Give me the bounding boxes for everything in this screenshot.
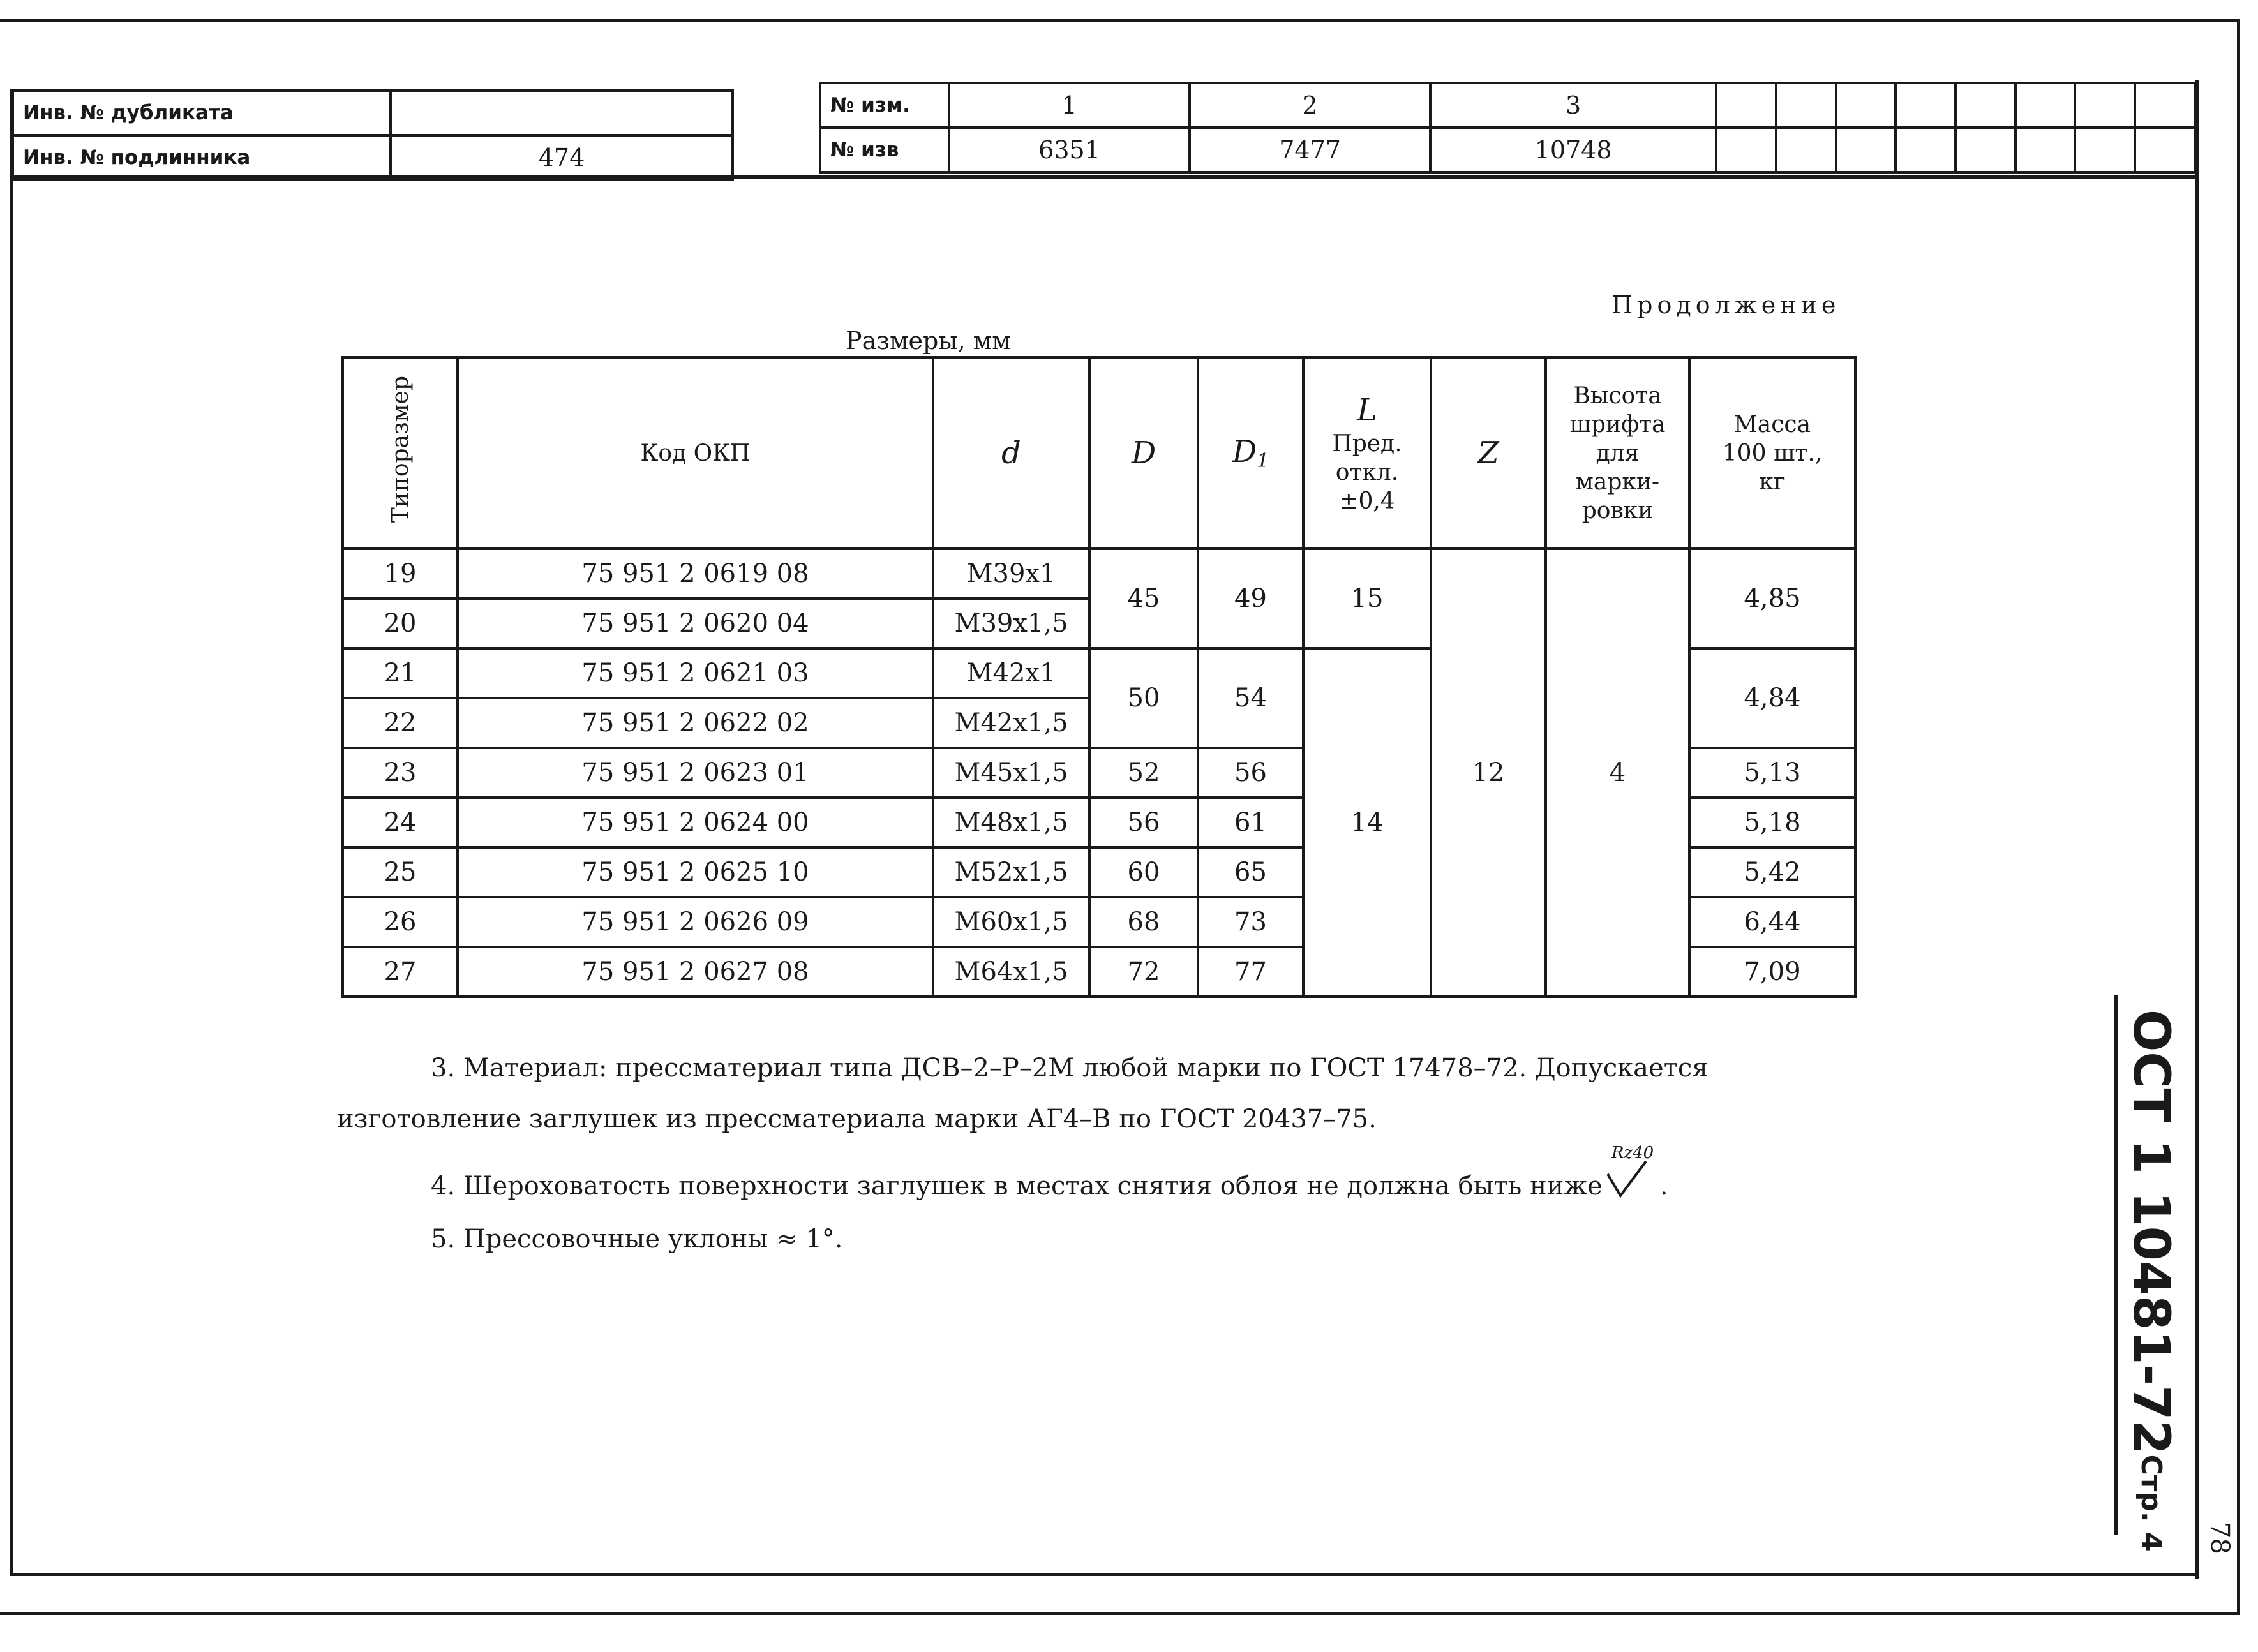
change-label: № изм. <box>820 83 949 128</box>
col-D1-header: $D_1$ <box>1198 357 1303 549</box>
col-L-header: L Пред. откл. ±0,4 <box>1303 357 1431 549</box>
Z-cell: 12 <box>1431 549 1546 997</box>
roughness-symbol <box>1603 1143 1660 1198</box>
mass-cell: 5,13 <box>1689 748 1855 798</box>
dup-label: Инв. № дубликата <box>13 91 391 135</box>
notice-cell <box>1955 128 2015 172</box>
D-cell: 56 <box>1089 798 1198 847</box>
size-cell: 23 <box>343 748 458 798</box>
size-cell: 25 <box>343 847 458 897</box>
D1-cell: 73 <box>1198 897 1303 947</box>
page-label: Стр. 4 <box>2135 1454 2167 1552</box>
size-cell: 19 <box>343 549 458 599</box>
d-cell: М45х1,5 <box>933 748 1089 798</box>
D-cell: 68 <box>1089 897 1198 947</box>
size-cell: 27 <box>343 947 458 997</box>
code-cell: 75 951 2 0622 02 <box>458 698 933 748</box>
D-cell: 50 <box>1089 648 1198 748</box>
note-3-line-2: изготовление заглушек из прессматериала марки АГ4–В по ГОСТ 20437–75. <box>337 1105 1377 1134</box>
code-cell: 75 951 2 0619 08 <box>458 549 933 599</box>
d-cell: М42х1,5 <box>933 698 1089 748</box>
col-code-header: Код ОКП <box>458 357 933 549</box>
standard-designation <box>2122 1009 2179 1552</box>
col-Z-header: Z <box>1431 357 1546 549</box>
code-cell: 75 951 2 0621 03 <box>458 648 933 698</box>
d-cell: М60х1,5 <box>933 897 1089 947</box>
notice-cell: 10748 <box>1430 128 1716 172</box>
note-4 <box>431 1143 1668 1202</box>
col-size-header: Типоразмер <box>343 357 458 549</box>
mass-cell: 4,85 <box>1689 549 1855 648</box>
notice-cell <box>2135 128 2195 172</box>
col-font-header: Высота шрифта для марки- ровки <box>1546 357 1689 549</box>
size-cell: 22 <box>343 698 458 748</box>
table-caption: Размеры, мм <box>846 327 1011 355</box>
code-cell: 75 951 2 0624 00 <box>458 798 933 847</box>
change-cell <box>2015 83 2075 128</box>
notice-cell: 6351 <box>949 128 1190 172</box>
change-cell: 1 <box>949 83 1190 128</box>
change-cell <box>1776 83 1836 128</box>
code-cell: 75 951 2 0620 04 <box>458 599 933 648</box>
d-cell: М39х1 <box>933 549 1089 599</box>
change-cell <box>1836 83 1896 128</box>
frame-top <box>0 19 2240 22</box>
continuation-label: Продолжение <box>1611 291 1841 319</box>
D1-cell: 54 <box>1198 648 1303 748</box>
orig-label: Инв. № подлинника <box>13 135 391 180</box>
D-cell: 45 <box>1089 549 1198 648</box>
L-cell: 15 <box>1303 549 1431 648</box>
col-mass-header: Масса 100 шт., кг <box>1689 357 1855 549</box>
change-cell: 3 <box>1430 83 1716 128</box>
sheet-number: 78 <box>2205 1522 2234 1554</box>
mass-cell: 5,18 <box>1689 798 1855 847</box>
D1-cell: 49 <box>1198 549 1303 648</box>
frame-inner-right <box>2195 80 2199 1579</box>
frame-inner-left <box>10 89 13 1576</box>
change-cell: 2 <box>1190 83 1430 128</box>
mass-cell: 5,42 <box>1689 847 1855 897</box>
note-5: 5. Прессовочные уклоны ≈ 1°. <box>431 1224 843 1254</box>
change-cell <box>1895 83 1955 128</box>
mass-cell: 7,09 <box>1689 947 1855 997</box>
notice-cell <box>1716 128 1776 172</box>
dup-value <box>391 91 733 135</box>
notice-cell <box>1776 128 1836 172</box>
change-cell <box>2075 83 2135 128</box>
D1-cell: 56 <box>1198 748 1303 798</box>
D1-cell: 77 <box>1198 947 1303 997</box>
size-cell: 21 <box>343 648 458 698</box>
inventory-block <box>11 89 734 181</box>
d-cell: М52х1,5 <box>933 847 1089 897</box>
orig-value: 474 <box>391 135 733 180</box>
notice-cell: 7477 <box>1190 128 1430 172</box>
D1-cell: 65 <box>1198 847 1303 897</box>
mass-cell: 4,84 <box>1689 648 1855 748</box>
roughness-check-icon <box>1603 1160 1660 1198</box>
standard-number: ОСТ 1 10481-72 <box>2122 1009 2179 1455</box>
size-cell: 26 <box>343 897 458 947</box>
code-cell: 75 951 2 0626 09 <box>458 897 933 947</box>
change-cell <box>1716 83 1776 128</box>
d-cell: М42х1 <box>933 648 1089 698</box>
notice-cell <box>1895 128 1955 172</box>
sidebar-rule <box>2114 995 2118 1535</box>
code-cell: 75 951 2 0623 01 <box>458 748 933 798</box>
code-cell: 75 951 2 0627 08 <box>458 947 933 997</box>
font-height-cell: 4 <box>1546 549 1689 997</box>
change-cell <box>1955 83 2015 128</box>
d-cell: М48х1,5 <box>933 798 1089 847</box>
D-cell: 60 <box>1089 847 1198 897</box>
notice-cell <box>1836 128 1896 172</box>
notice-cell <box>2015 128 2075 172</box>
roughness-value: Rz40 <box>1611 1143 1654 1163</box>
size-cell: 24 <box>343 798 458 847</box>
frame-inner-bottom <box>10 1573 2199 1576</box>
note-4-end: . <box>1659 1172 1668 1201</box>
dimensions-table <box>341 356 1857 998</box>
note-4-text: 4. Шероховатость поверхности заглушек в местах снятия облоя не должна быть ниже <box>431 1172 1603 1201</box>
D1-cell: 61 <box>1198 798 1303 847</box>
d-cell: М64х1,5 <box>933 947 1089 997</box>
col-D-header: D <box>1089 357 1198 549</box>
col-d-header: d <box>933 357 1089 549</box>
frame-right-outer <box>2237 19 2240 1614</box>
change-cell <box>2135 83 2195 128</box>
frame-bottom <box>0 1612 2240 1615</box>
D-cell: 52 <box>1089 748 1198 798</box>
size-cell: 20 <box>343 599 458 648</box>
table-row <box>343 549 1855 599</box>
note-3-line-1: 3. Материал: прессматериал типа ДСВ–2–Р–2М любой марки по ГОСТ 17478–72. Допускается <box>431 1053 1708 1083</box>
notice-label: № изв <box>820 128 949 172</box>
D-cell: 72 <box>1089 947 1198 997</box>
code-cell: 75 951 2 0625 10 <box>458 847 933 897</box>
mass-cell: 6,44 <box>1689 897 1855 947</box>
d-cell: М39х1,5 <box>933 599 1089 648</box>
L-cell: 14 <box>1303 648 1431 997</box>
notice-cell <box>2075 128 2135 172</box>
change-block <box>819 82 2196 174</box>
